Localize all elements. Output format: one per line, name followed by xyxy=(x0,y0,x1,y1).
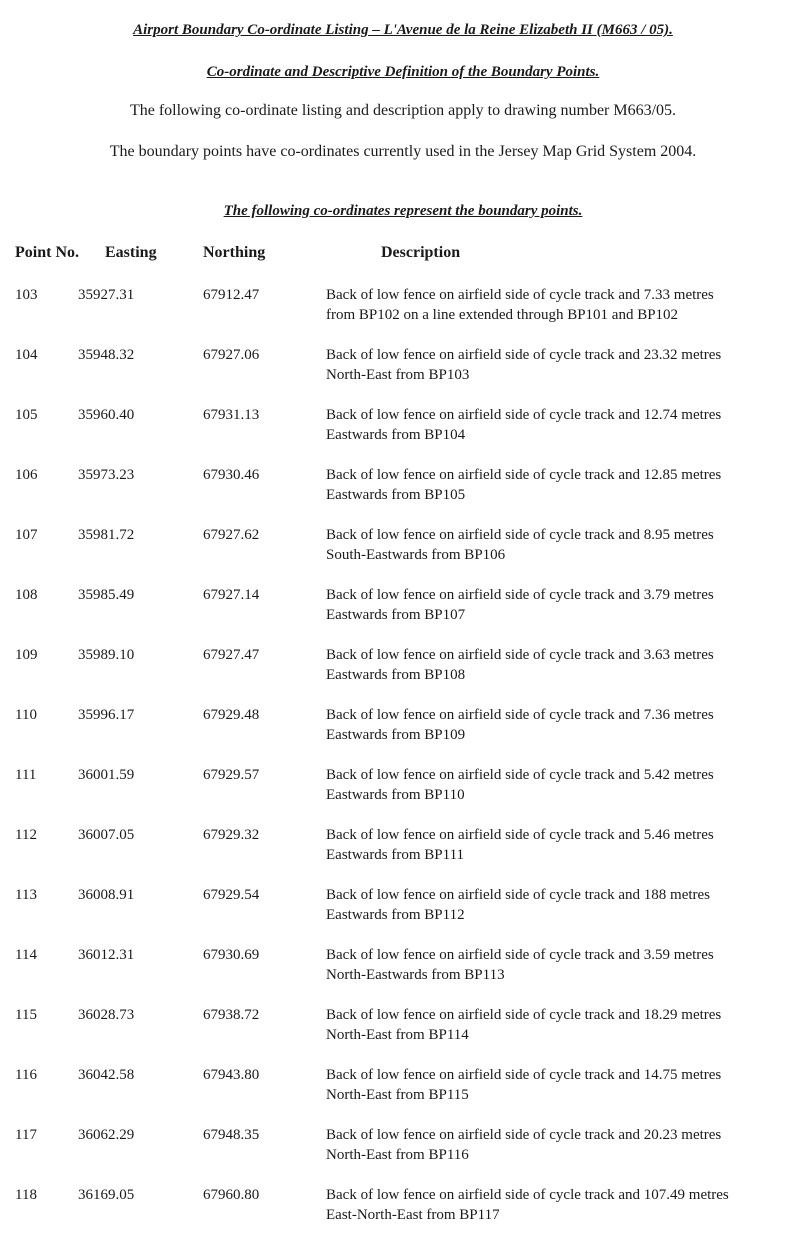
description-line-1: Back of low fence on airfield side of cycle track and 18.29 metres xyxy=(326,1007,722,1023)
description-line-2: Eastwards from BP108 xyxy=(326,667,466,683)
easting-value: 35960.40 xyxy=(78,407,135,423)
point-number: 117 xyxy=(15,1127,37,1143)
description-line-2: Eastwards from BP111 xyxy=(326,847,465,863)
document-title: Airport Boundary Co-ordinate Listing – L'Avenue de la Reine Elizabeth II (M663 / 05). xyxy=(133,22,673,38)
northing-value: 67930.46 xyxy=(203,467,260,483)
header-northing: Northing xyxy=(203,244,266,261)
description xyxy=(326,585,804,625)
table-row xyxy=(0,767,806,811)
description xyxy=(326,765,804,805)
point-number: 106 xyxy=(15,467,38,483)
northing-value: 67927.06 xyxy=(203,347,260,363)
table-row xyxy=(0,707,806,751)
description-line-1: Back of low fence on airfield side of cycle track and 188 metres xyxy=(326,887,711,903)
table-row xyxy=(0,827,806,871)
table-row xyxy=(0,1007,806,1051)
table-row xyxy=(0,947,806,991)
northing-value: 67929.54 xyxy=(203,887,260,903)
point-number: 115 xyxy=(15,1007,37,1023)
table-row xyxy=(0,1187,806,1231)
northing-value: 67912.47 xyxy=(203,287,260,303)
header-easting: Easting xyxy=(105,244,157,261)
northing-value: 67927.47 xyxy=(203,647,260,663)
description xyxy=(326,885,804,925)
table-row xyxy=(0,527,806,571)
description-line-1: Back of low fence on airfield side of cycle track and 7.36 metres xyxy=(326,707,714,723)
table-row xyxy=(0,1067,806,1111)
northing-value: 67927.62 xyxy=(203,527,260,543)
description-line-1: Back of low fence on airfield side of cycle track and 3.59 metres xyxy=(326,947,714,963)
point-number: 110 xyxy=(15,707,37,723)
description-line-2: North-East from BP116 xyxy=(326,1147,469,1163)
point-number: 111 xyxy=(15,767,37,783)
description-line-2: from BP102 on a line extended through BP101 and BP102 xyxy=(326,307,679,323)
northing-value: 67929.57 xyxy=(203,767,260,783)
table-row xyxy=(0,467,806,511)
description-line-1: Back of low fence on airfield side of cycle track and 3.63 metres xyxy=(326,647,714,663)
northing-value: 67929.32 xyxy=(203,827,260,843)
point-number: 103 xyxy=(15,287,38,303)
point-number: 107 xyxy=(15,527,38,543)
table-row xyxy=(0,287,806,331)
description xyxy=(326,945,804,985)
description-line-1: Back of low fence on airfield side of cycle track and 8.95 metres xyxy=(326,527,714,543)
point-number: 116 xyxy=(15,1067,37,1083)
description-line-1: Back of low fence on airfield side of cycle track and 5.46 metres xyxy=(326,827,714,843)
easting-value: 36062.29 xyxy=(78,1127,135,1143)
description xyxy=(326,705,804,745)
easting-value: 35996.17 xyxy=(78,707,135,723)
description-line-1: Back of low fence on airfield side of cycle track and 12.85 metres xyxy=(326,467,722,483)
description xyxy=(326,825,804,865)
point-number: 109 xyxy=(15,647,38,663)
table-row xyxy=(0,587,806,631)
description-line-1: Back of low fence on airfield side of cycle track and 7.33 metres xyxy=(326,287,714,303)
easting-value: 35989.10 xyxy=(78,647,135,663)
easting-value: 36169.05 xyxy=(78,1187,135,1203)
point-number: 104 xyxy=(15,347,38,363)
intro-paragraph-2: The boundary points have co-ordinates currently used in the Jersey Map Grid System 2004. xyxy=(109,143,697,160)
header-description: Description xyxy=(381,244,461,261)
description xyxy=(326,345,804,385)
header-point-no: Point No. xyxy=(15,244,79,261)
point-number: 118 xyxy=(15,1187,37,1203)
description xyxy=(326,405,804,445)
description-line-1: Back of low fence on airfield side of cycle track and 20.23 metres xyxy=(326,1127,722,1143)
table-row xyxy=(0,647,806,691)
description xyxy=(326,645,804,685)
description xyxy=(326,285,804,325)
description-line-1: Back of low fence on airfield side of cycle track and 5.42 metres xyxy=(326,767,714,783)
description-line-2: North-Eastwards from BP113 xyxy=(326,967,505,983)
northing-value: 67931.13 xyxy=(203,407,260,423)
description-line-2: Eastwards from BP112 xyxy=(326,907,465,923)
document-subtitle: Co-ordinate and Descriptive Definition of the Boundary Points. xyxy=(206,64,600,80)
point-number: 108 xyxy=(15,587,38,603)
easting-value: 36042.58 xyxy=(78,1067,135,1083)
table-row xyxy=(0,887,806,931)
description xyxy=(326,465,804,505)
description-line-2: Eastwards from BP105 xyxy=(326,487,466,503)
table-row xyxy=(0,347,806,391)
easting-value: 35927.31 xyxy=(78,287,135,303)
description-line-1: Back of low fence on airfield side of cycle track and 14.75 metres xyxy=(326,1067,722,1083)
description xyxy=(326,1005,804,1045)
easting-value: 35985.49 xyxy=(78,587,135,603)
easting-value: 35973.23 xyxy=(78,467,135,483)
description-line-2: North-East from BP115 xyxy=(326,1087,469,1103)
northing-value: 67930.69 xyxy=(203,947,260,963)
description-line-1: Back of low fence on airfield side of cycle track and 107.49 metres xyxy=(326,1187,729,1203)
northing-value: 67927.14 xyxy=(203,587,260,603)
northing-value: 67943.80 xyxy=(203,1067,260,1083)
description-line-2: Eastwards from BP104 xyxy=(326,427,466,443)
table-row xyxy=(0,407,806,451)
easting-value: 35948.32 xyxy=(78,347,135,363)
easting-value: 36008.91 xyxy=(78,887,135,903)
intro-paragraph-1: The following co-ordinate listing and description apply to drawing number M663/05. xyxy=(129,102,677,119)
point-number: 112 xyxy=(15,827,37,843)
description-line-2: East-North-East from BP117 xyxy=(326,1207,500,1223)
easting-value: 35981.72 xyxy=(78,527,135,543)
northing-value: 67929.48 xyxy=(203,707,260,723)
description-line-2: Eastwards from BP107 xyxy=(326,607,466,623)
easting-value: 36012.31 xyxy=(78,947,135,963)
northing-value: 67948.35 xyxy=(203,1127,260,1143)
point-number: 113 xyxy=(15,887,37,903)
description-line-2: North-East from BP114 xyxy=(326,1027,469,1043)
description-line-1: Back of low fence on airfield side of cycle track and 12.74 metres xyxy=(326,407,722,423)
point-number: 114 xyxy=(15,947,37,963)
description-line-2: South-Eastwards from BP106 xyxy=(326,547,506,563)
northing-value: 67960.80 xyxy=(203,1187,260,1203)
description xyxy=(326,1065,804,1105)
description-line-1: Back of low fence on airfield side of cycle track and 3.79 metres xyxy=(326,587,714,603)
description-line-2: Eastwards from BP110 xyxy=(326,787,465,803)
section-heading: The following co-ordinates represent the boundary points. xyxy=(223,203,583,219)
easting-value: 36001.59 xyxy=(78,767,135,783)
description-line-1: Back of low fence on airfield side of cycle track and 23.32 metres xyxy=(326,347,722,363)
description xyxy=(326,1125,804,1165)
description xyxy=(326,1185,804,1225)
table-row xyxy=(0,1127,806,1171)
description-line-2: Eastwards from BP109 xyxy=(326,727,466,743)
easting-value: 36028.73 xyxy=(78,1007,135,1023)
northing-value: 67938.72 xyxy=(203,1007,260,1023)
description xyxy=(326,525,804,565)
description-line-2: North-East from BP103 xyxy=(326,367,470,383)
easting-value: 36007.05 xyxy=(78,827,135,843)
point-number: 105 xyxy=(15,407,38,423)
